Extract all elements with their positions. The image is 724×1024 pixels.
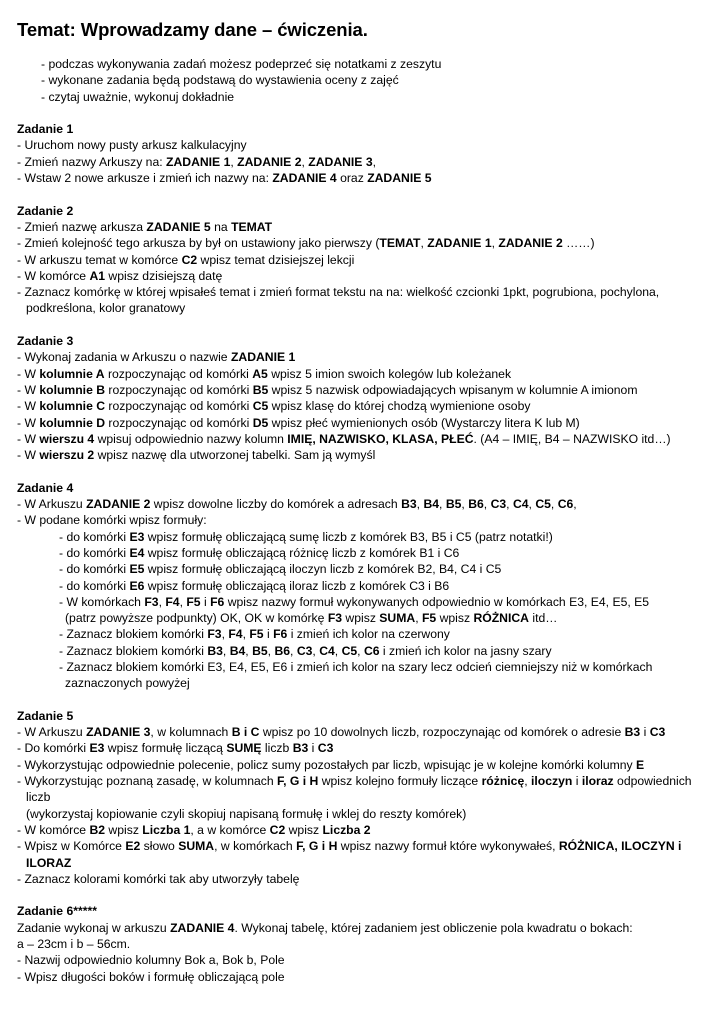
bold-text: TEMAT <box>231 219 273 234</box>
text-segment: . (A4 – IMIĘ, B4 – NAZWISKO itd…) <box>473 431 671 446</box>
bold-text: B3 <box>292 741 309 756</box>
text-segment: na <box>210 219 232 234</box>
bold-text: F6 <box>210 594 225 609</box>
text-segment: wpisz 5 imion swoich kolegów lub koleżanek <box>267 366 512 381</box>
task-6-line: - Nazwij odpowiednio kolumny Bok a, Bok b, Pole <box>17 953 285 968</box>
text-segment: - Zaznacz blokiem komórki <box>59 643 208 658</box>
text-segment: słowo <box>140 839 179 854</box>
bold-text: E3 <box>89 741 105 756</box>
text-segment: - do komórki <box>59 529 130 544</box>
text-segment: i zmień ich kolor na jasny szary <box>379 643 552 658</box>
bold-text: kolumnie A <box>39 366 105 381</box>
text-segment: - do komórki <box>59 578 130 593</box>
text-segment: - do komórki <box>59 562 130 577</box>
bold-text: C4 <box>319 643 335 658</box>
bold-text: ZADANIE 5 <box>146 219 211 234</box>
text-segment: , <box>528 497 536 512</box>
text-segment: wpisz <box>285 822 323 837</box>
bold-text: C3 <box>317 741 334 756</box>
task-5-line-continued: ILORAZ <box>26 855 72 870</box>
text-segment: . Wykonaj tabelę, której zadaniem jest obliczenie pola kwadratu o bokach: <box>234 920 633 935</box>
text-segment: , <box>506 497 513 512</box>
text-segment: - Wykorzystując odpowiednie polecenie, policz sumy pozostałych par liczb, wpisując je w kolejne komórki kolumny <box>17 757 637 772</box>
bold-text: B5 <box>445 497 462 512</box>
task-5-line <box>17 838 712 854</box>
text-segment: i <box>640 725 650 740</box>
bold-text: ZADANIE 3 <box>308 154 373 169</box>
task-2-heading: Zadanie 2 <box>17 203 74 218</box>
task-2-line-continued: podkreślona, kolor granatowy <box>26 301 186 316</box>
text-segment: - Wykorzystując poznaną zasadę, w kolumnach <box>17 774 278 789</box>
text-segment: , <box>301 154 309 169</box>
text-segment: i <box>572 774 582 789</box>
bold-text: ZADANIE 1 <box>230 350 296 365</box>
task-1-section <box>17 121 712 186</box>
task-4-section <box>17 480 712 692</box>
task-3-line <box>17 415 712 431</box>
bold-text: TEMAT <box>379 236 421 251</box>
task-6-heading: Zadanie 6***** <box>17 904 97 919</box>
task-6-line: - Wpisz długości boków i formułę obliczającą pole <box>17 969 285 984</box>
bold-text: E6 <box>129 578 145 593</box>
task-1-line: - Uruchom nowy pusty arkusz kalkulacyjny <box>17 138 247 153</box>
bold-text: F3 <box>207 627 222 642</box>
task-5-line <box>17 724 712 740</box>
task-4-subitem-continued <box>17 610 712 626</box>
bold-text: ZADANIE 5 <box>367 171 432 186</box>
bold-text: kolumnie D <box>39 415 106 430</box>
text-segment: - Zmień nazwę arkusza <box>17 219 147 234</box>
bold-text: IMIĘ, NAZWISKO, KLASA, PŁEĆ <box>287 431 474 446</box>
text-segment: itd… <box>528 611 558 626</box>
text-segment: , <box>491 236 499 251</box>
text-segment: wpisz formułę obliczającą sumę liczb z komórek B3, B5 i C5 (patrz notatki!) <box>144 529 553 544</box>
bold-text: F3 <box>144 594 159 609</box>
text-segment: - W Arkuszu <box>17 725 87 740</box>
text-segment: - W <box>17 431 40 446</box>
bold-text: SUMĘ <box>226 741 262 756</box>
task-1-line <box>17 170 712 186</box>
text-segment: - do komórki <box>59 545 130 560</box>
task-5-line <box>17 773 712 789</box>
text-segment: - W komórce <box>17 822 90 837</box>
bold-text: F, G i H <box>296 839 338 854</box>
page-title: Temat: Wprowadzamy dane – ćwiczenia. <box>17 19 368 40</box>
bold-text: E2 <box>125 839 141 854</box>
task-2-line <box>17 268 712 284</box>
task-5-line <box>17 740 712 756</box>
bold-text: Liczba 2 <box>322 822 371 837</box>
text-segment: , <box>334 643 342 658</box>
bold-text: F5 <box>186 594 201 609</box>
bold-text: RÓŻNICA, ILOCZYN i <box>558 839 682 854</box>
task-1-line <box>17 154 712 170</box>
bold-text: B6 <box>468 497 484 512</box>
text-segment: rozpoczynając od komórki <box>105 399 253 414</box>
bold-text: ZADANIE 1 <box>427 236 492 251</box>
bold-text: B4 <box>229 643 246 658</box>
bold-text: iloczyn <box>531 774 573 789</box>
text-segment: , <box>372 154 376 169</box>
task-5-line-continued: (wykorzystaj kopiowanie czyli skopiuj napisaną formułę i wklej do reszty komórek) <box>26 806 467 821</box>
text-segment: wpisz temat dzisiejszej lekcji <box>197 252 355 267</box>
text-segment: , <box>222 643 230 658</box>
task-5-section <box>17 708 712 887</box>
bold-text: E3 <box>129 529 145 544</box>
text-segment: , <box>221 627 229 642</box>
text-segment: wpisz kolejno formuły liczące <box>318 774 482 789</box>
text-segment: wpisz po 10 dowolnych liczb, rozpoczynając od komórek o adresie <box>259 725 625 740</box>
text-segment: , <box>483 497 491 512</box>
bold-text: E5 <box>129 562 145 577</box>
text-segment: - W komórkach <box>59 594 145 609</box>
bold-text: C5 <box>535 497 551 512</box>
task-2-line: - Zaznacz komórkę w której wpisałeś temat i zmień format tekstu na na: wielkość czcionki 1pkt, pogrubiona, pochylona, <box>17 285 660 300</box>
task-5-heading: Zadanie 5 <box>17 708 74 723</box>
task-3-heading: Zadanie 3 <box>17 334 74 349</box>
text-segment: , <box>245 643 253 658</box>
task-2-section <box>17 203 712 317</box>
text-segment: i <box>200 594 211 609</box>
bold-text: C5 <box>252 399 269 414</box>
task-1-heading: Zadanie 1 <box>17 122 74 137</box>
bold-text: SUMA <box>178 839 215 854</box>
text-segment: wpisz <box>342 611 380 626</box>
text-segment: wpisz dzisiejszą datę <box>105 268 223 283</box>
text-segment: i zmień ich kolor na czerwony <box>287 627 450 642</box>
text-segment: wpisuj odpowiednio nazwy kolumn <box>94 431 288 446</box>
bold-text: iloraz <box>581 774 614 789</box>
task-6-line: a – 23cm i b – 56cm. <box>17 937 131 952</box>
bold-text: C2 <box>181 252 198 267</box>
bold-text: Liczba 1 <box>142 822 191 837</box>
text-segment: - Wpisz w Komórce <box>17 839 126 854</box>
text-segment: , <box>416 497 424 512</box>
text-segment: i <box>308 741 318 756</box>
text-segment: , <box>415 611 422 626</box>
text-segment: - Wykonaj zadania w Arkuszu o nazwie <box>17 350 231 365</box>
text-segment: odpowiednich <box>613 774 692 789</box>
text-segment: wpisz płeć wymienionych osób (Wystarczy litera K lub M) <box>268 415 580 430</box>
bold-text: C5 <box>341 643 358 658</box>
bold-text: B2 <box>89 822 106 837</box>
task-5-line <box>17 822 712 838</box>
text-segment: - W <box>17 366 40 381</box>
text-segment: - W <box>17 382 40 397</box>
bold-text: B5 <box>252 643 268 658</box>
bold-text: E4 <box>129 545 145 560</box>
bold-text: B3 <box>207 643 223 658</box>
bold-text: RÓŻNICA <box>473 611 529 626</box>
text-segment: , <box>290 643 297 658</box>
text-segment: wpisz formułę obliczającą różnicę liczb z komórek B1 i C6 <box>144 545 460 560</box>
bold-text: ZADANIE 1 <box>166 154 231 169</box>
task-2-line <box>17 252 712 268</box>
bold-text: ZADANIE 3 <box>86 725 151 740</box>
bold-text: C3 <box>490 497 507 512</box>
text-segment: - Zaznacz blokiem komórki <box>59 627 208 642</box>
text-segment: wpisz dowolne liczby do komórek a adresach <box>150 497 402 512</box>
text-segment: , <box>420 236 428 251</box>
text-segment: wpisz nazwy formuł które wykonywałeś, <box>337 839 559 854</box>
text-segment: wpisz <box>105 822 143 837</box>
text-segment: - Wstaw 2 nowe arkusze i zmień ich nazwy na: <box>17 171 273 186</box>
text-segment: , <box>573 497 577 512</box>
bold-text: B3 <box>401 497 417 512</box>
bold-text: kolumnie C <box>39 399 106 414</box>
bold-text: D5 <box>252 415 269 430</box>
text-segment: - Zmień kolejność tego arkusza by był on ustawiony jako pierwszy ( <box>17 236 380 251</box>
task-3-section <box>17 333 712 463</box>
text-segment: , <box>179 594 187 609</box>
task-6-line <box>17 920 712 936</box>
task-4-line <box>17 496 712 512</box>
task-2-line <box>17 219 712 235</box>
task-5-line-continued: liczb <box>26 790 51 805</box>
bold-text: B i C <box>231 725 260 740</box>
text-segment: oraz <box>336 171 368 186</box>
task-3-line <box>17 431 712 447</box>
text-segment: , <box>242 627 250 642</box>
task-4-subitem <box>17 626 712 642</box>
task-3-line <box>17 382 712 398</box>
text-segment: , <box>230 154 238 169</box>
task-5-line <box>17 757 712 773</box>
text-segment: , <box>312 643 320 658</box>
text-segment: i <box>263 627 274 642</box>
task-4-line: - W podane komórki wpisz formuły: <box>17 513 207 528</box>
notes-list <box>17 56 712 105</box>
text-segment: - W Arkuszu <box>17 497 87 512</box>
bold-text: C3 <box>649 725 666 740</box>
text-segment: (patrz powyższe podpunkty) OK, OK w komórkę <box>65 611 328 626</box>
text-segment: wpisz klasę do której chodzą wymienione osoby <box>268 399 531 414</box>
bold-text: F5 <box>421 611 437 626</box>
task-3-line <box>17 349 712 365</box>
text-segment: wpisz 5 nazwisk odpowiadających wpisanym w kolumnie A imionom <box>268 382 638 397</box>
task-4-subitem <box>17 643 712 659</box>
text-segment: , w komórkach <box>214 839 297 854</box>
bold-text: wierszu 4 <box>39 431 95 446</box>
bold-text: różnicę <box>481 774 525 789</box>
text-segment: - W arkuszu temat w komórce <box>17 252 182 267</box>
text-segment: wpisz nazwę dla utworzonej tabelki. Sam ją wymyśl <box>94 448 376 463</box>
text-segment: - W <box>17 399 40 414</box>
text-segment: , <box>550 497 558 512</box>
bold-text: A5 <box>252 366 268 381</box>
bold-text: ZADANIE 2 <box>237 154 302 169</box>
task-4-subitem: - Zaznacz blokiem komórki E3, E4, E5, E6 i zmień ich kolor na szary lecz odcień ciemniejszy niż w komórkach <box>59 659 653 674</box>
bold-text: kolumnie B <box>39 382 106 397</box>
bold-text: F5 <box>249 627 264 642</box>
task-4-subitem-continued: zaznaczonych powyżej <box>65 676 190 691</box>
text-segment: wpisz formułę obliczającą iloraz liczb z komórek C3 i B6 <box>144 578 450 593</box>
bold-text: E <box>636 757 645 772</box>
bold-text: B6 <box>274 643 291 658</box>
text-segment: , <box>357 643 364 658</box>
note-item: - wykonane zadania będą podstawą do wystawienia oceny z zajęć <box>41 73 399 88</box>
bold-text: ZADANIE 4 <box>272 171 337 186</box>
text-segment: wpisz nazwy formuł wykonywanych odpowiednio w komórkach E3, E4, E5, E5 <box>224 594 650 609</box>
text-segment: rozpoczynając od komórki <box>104 366 253 381</box>
task-3-line <box>17 366 712 382</box>
text-segment: ……) <box>562 236 595 251</box>
text-segment: - Do komórki <box>17 741 90 756</box>
bold-text: B3 <box>624 725 641 740</box>
text-segment: - Zmień nazwy Arkuszy na: <box>17 154 167 169</box>
bold-text: ZADANIE 2 <box>498 236 563 251</box>
task-4-subitem <box>17 578 712 594</box>
task-3-line <box>17 447 712 463</box>
text-segment: , <box>158 594 166 609</box>
bold-text: ZADANIE 2 <box>86 497 151 512</box>
bold-text: wierszu 2 <box>39 448 95 463</box>
text-segment: , <box>461 497 469 512</box>
text-segment: - W komórce <box>17 268 90 283</box>
bold-text: C6 <box>557 497 574 512</box>
bold-text: B4 <box>423 497 440 512</box>
bold-text: F4 <box>228 627 243 642</box>
text-segment: rozpoczynając od komórki <box>105 382 253 397</box>
text-segment: , <box>439 497 446 512</box>
bold-text: SUMA <box>379 611 416 626</box>
task-5-line: - Zaznacz kolorami komórki tak aby utworzyły tabelę <box>17 871 300 886</box>
bold-text: F4 <box>165 594 180 609</box>
bold-text: C2 <box>269 822 286 837</box>
text-segment: rozpoczynając od komórki <box>105 415 253 430</box>
task-4-heading: Zadanie 4 <box>17 480 74 495</box>
bold-text: F3 <box>327 611 343 626</box>
text-segment: wpisz <box>436 611 474 626</box>
bold-text: C3 <box>296 643 313 658</box>
bold-text: B5 <box>252 382 269 397</box>
text-segment: - W <box>17 415 40 430</box>
bold-text: F, G i H <box>277 774 319 789</box>
task-4-subitem <box>17 529 712 545</box>
text-segment: , a w komórce <box>190 822 270 837</box>
task-4-subitem <box>17 561 712 577</box>
text-segment: - W <box>17 448 40 463</box>
text-segment: Zadanie wykonaj w arkuszu <box>17 920 171 935</box>
bold-text: F6 <box>273 627 288 642</box>
text-segment: , <box>524 774 532 789</box>
text-segment: , <box>267 643 275 658</box>
note-item: - czytaj uważnie, wykonuj dokładnie <box>41 89 235 104</box>
text-segment: , w kolumnach <box>150 725 232 740</box>
document-page <box>17 16 712 985</box>
task-3-line <box>17 398 712 414</box>
text-segment: liczb <box>261 741 293 756</box>
text-segment: wpisz formułę liczącą <box>104 741 227 756</box>
bold-text: C4 <box>512 497 529 512</box>
text-segment: wpisz formułę obliczającą iloczyn liczb z komórek B2, B4, C4 i C5 <box>144 562 502 577</box>
task-2-line <box>17 235 712 251</box>
bold-text: C6 <box>363 643 380 658</box>
task-4-subitem <box>17 545 712 561</box>
note-item: - podczas wykonywania zadań możesz podeprzeć się notatkami z zeszytu <box>41 57 442 71</box>
task-6-section <box>17 903 712 984</box>
bold-text: A1 <box>89 268 106 283</box>
task-4-subitem <box>17 594 712 610</box>
bold-text: ZADANIE 4 <box>170 920 235 935</box>
